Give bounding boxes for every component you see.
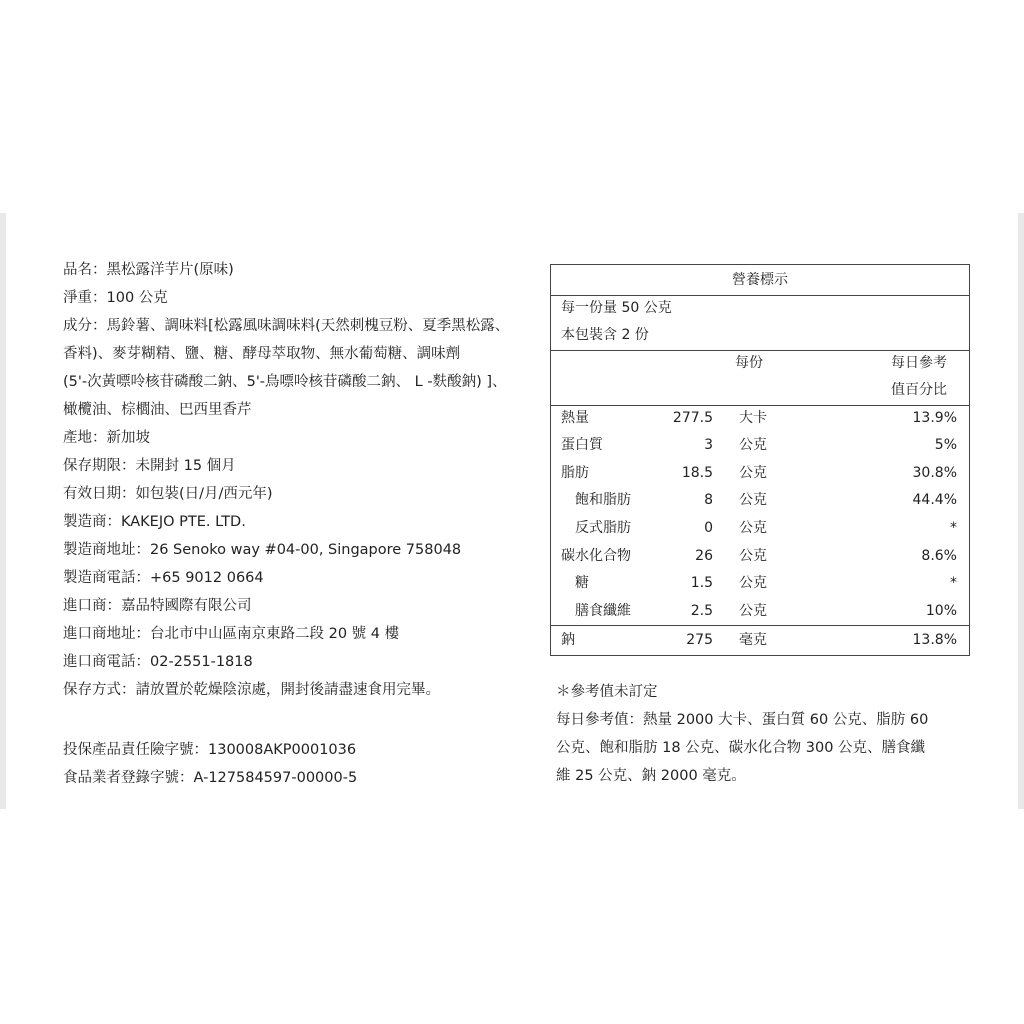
nutrient-daily-value: 10% (925, 603, 957, 619)
nutrition-row (551, 432, 969, 459)
nutrient-value: 3 (704, 437, 713, 453)
nutrient-value: 8 (704, 492, 713, 508)
nutrient-unit: 公克 (739, 520, 767, 536)
nutrient-daily-value: 5% (934, 437, 957, 453)
nutrient-unit: 公克 (739, 437, 767, 453)
nutrient-daily-value: * (950, 575, 957, 591)
note-not-established: ＊參考值未訂定 (556, 684, 658, 700)
info-expiry: 有效日期：如包裝(日/月/西元年) (63, 486, 273, 502)
nutrient-name: 脂肪 (561, 465, 589, 481)
info-importer-address: 進口商地址：台北市中山區南京東路二段 20 號 4 樓 (63, 626, 400, 642)
nutrient-name: 飽和脂肪 (575, 492, 631, 508)
info-origin: 產地：新加坡 (63, 430, 150, 446)
col-header-per-serving: 每份 (735, 355, 763, 371)
info-ingredients-3: (5'-次黃嘌呤核苷磷酸二鈉、5'-鳥嘌呤核苷磷酸二鈉、 L -麩酸鈉) ]、 (63, 374, 507, 390)
info-manufacturer-phone: 製造商電話：+65 9012 0664 (63, 570, 264, 586)
nutrient-unit: 公克 (739, 465, 767, 481)
col-header-daily-value-1: 每日參考 (891, 355, 947, 371)
info-net-weight: 淨重：100 公克 (63, 290, 168, 306)
info-manufacturer-address: 製造商地址：26 Senoko way #04-00, Singapore 758048 (63, 542, 462, 558)
info-ingredients-4: 橄欖油、棕櫚油、巴西里香芹 (63, 402, 252, 418)
info-product-name: 品名：黑松露洋芋片(原味) (63, 262, 234, 278)
nutrient-unit: 毫克 (739, 632, 767, 648)
nutrient-daily-value: 30.8% (912, 465, 957, 481)
nutrition-row (551, 543, 969, 570)
nutrition-row (551, 598, 969, 625)
nutrient-value: 0 (704, 520, 713, 536)
nutrient-value: 18.5 (681, 465, 713, 481)
nutrient-value: 275 (686, 632, 713, 648)
nutrition-row (551, 515, 969, 542)
nutrition-row (551, 405, 969, 432)
nutrition-row (551, 570, 969, 597)
nutrient-unit: 公克 (739, 548, 767, 564)
note-daily-reference-3: 維 25 公克、鈉 2000 毫克。 (556, 768, 746, 784)
nutrition-title: 營養標示 (551, 265, 969, 296)
info-ingredients-1: 成分：馬鈴薯、調味料[松露風味調味料(天然刺槐豆粉、夏季黑松露、 (63, 318, 510, 334)
nutrient-unit: 公克 (739, 492, 767, 508)
nutrient-daily-value: 8.6% (921, 548, 957, 564)
nutrient-unit: 公克 (739, 575, 767, 591)
nutrient-name: 鈉 (561, 632, 575, 648)
nutrient-unit: 公克 (739, 603, 767, 619)
info-importer: 進口商：嘉品特國際有限公司 (63, 598, 252, 614)
servings-per-package: 本包裝含 2 份 (561, 327, 649, 343)
nutrient-value: 2.5 (690, 603, 713, 619)
nutrient-value: 26 (695, 548, 713, 564)
note-daily-reference-1: 每日參考值：熱量 2000 大卡、蛋白質 60 公克、脂肪 60 (556, 712, 929, 728)
info-ingredients-2: 香料)、麥芽糊精、鹽、糖、酵母萃取物、無水葡萄糖、調味劑 (63, 346, 461, 362)
nutrition-row (551, 460, 969, 487)
nutrient-value: 277.5 (672, 410, 713, 426)
info-insurance-number: 投保產品責任險字號：130008AKP0001036 (63, 742, 357, 758)
info-manufacturer: 製造商：KAKEJO PTE. LTD. (63, 514, 246, 530)
nutrient-name: 膳食纖維 (575, 603, 631, 619)
nutrition-row (551, 487, 969, 514)
nutrient-name: 蛋白質 (561, 437, 603, 453)
nutrient-daily-value: * (950, 520, 957, 536)
nutrition-table (550, 264, 970, 656)
nutrient-name: 熱量 (561, 410, 589, 426)
nutrient-name: 反式脂肪 (575, 520, 631, 536)
nutrient-daily-value: 13.8% (912, 632, 957, 648)
nutrition-row (551, 627, 969, 654)
nutrient-daily-value: 44.4% (912, 492, 957, 508)
nutrient-value: 1.5 (690, 575, 713, 591)
col-header-daily-value-2: 值百分比 (891, 382, 947, 398)
info-importer-phone: 進口商電話：02-2551-1818 (63, 654, 253, 670)
info-registration-number: 食品業者登錄字號：A-127584597-00000-5 (63, 770, 358, 786)
nutrient-name: 碳水化合物 (561, 548, 631, 564)
nutrient-daily-value: 13.9% (912, 410, 957, 426)
info-storage: 保存方式：請放置於乾燥陰涼處，開封後請盡速食用完畢。 (63, 682, 440, 698)
nutrient-name: 糖 (575, 575, 589, 591)
table-divider (551, 625, 969, 626)
note-daily-reference-2: 公克、飽和脂肪 18 公克、碳水化合物 300 公克、膳食纖 (556, 740, 926, 756)
info-shelf-life: 保存期限：未開封 15 個月 (63, 458, 236, 474)
nutrient-unit: 大卡 (739, 410, 767, 426)
serving-size: 每一份量 50 公克 (561, 300, 672, 316)
